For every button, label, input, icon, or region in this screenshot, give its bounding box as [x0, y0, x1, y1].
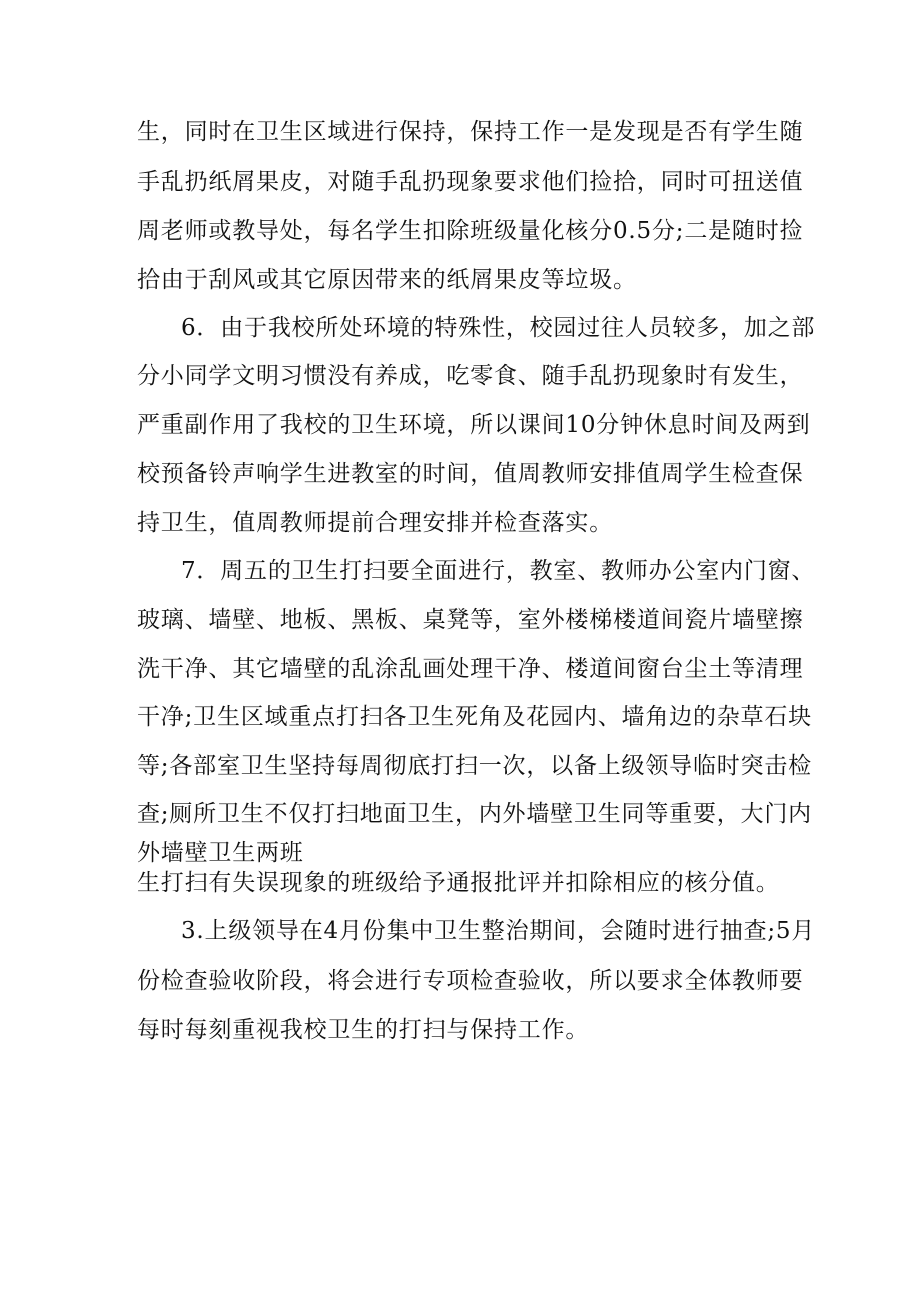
text-line: 拾由于刮风或其它原因带来的纸屑果皮等垃圾。	[137, 267, 637, 293]
text-line: 外墙壁卫生两班	[137, 840, 304, 866]
paragraph-7-first-line: 7．周五的卫生打扫要全面进行，教室、教师办公室内门窗、	[181, 558, 816, 584]
text-line: 生，同时在卫生区域进行保持，保持工作一是发现是否有学生随	[137, 119, 804, 145]
text-line: 持卫生，值周教师提前合理安排并检查落实。	[137, 510, 613, 536]
text-line: 查;厕所卫生不仅打扫地面卫生，内外墙壁卫生同等重要，大门内	[137, 801, 812, 827]
text-line: 每时每刻重视我校卫生的打扫与保持工作。	[137, 1017, 590, 1043]
paragraph-3-first-line: 3.上级领导在4月份集中卫生整治期间，会随时进行抽查;5月	[181, 918, 816, 944]
text-line: 分小同学文明习惯没有养成，吃零食、随手乱扔现象时有发生，	[137, 363, 804, 389]
text-line: 洗干净、其它墙壁的乱涂乱画处理干净、楼道间窗台尘土等清理	[137, 656, 804, 682]
paragraph-6-first-line: 6．由于我校所处环境的特殊性，校园过往人员较多，加之部	[181, 315, 816, 341]
text-line: 周老师或教导处，每名学生扣除班级量化核分0.5分;二是随时捡	[137, 218, 804, 244]
text-line: 份检查验收阶段，将会进行专项检查验收，所以要求全体教师要	[137, 968, 804, 994]
text-line: 手乱扔纸屑果皮，对随手乱扔现象要求他们捡拾，同时可扭送值	[137, 169, 804, 195]
text-line: 玻璃、墙壁、地板、黑板、桌凳等，室外楼梯楼道间瓷片墙壁擦	[137, 607, 804, 633]
text-line: 干净;卫生区域重点打扫各卫生死角及花园内、墙角边的杂草石块	[137, 704, 812, 730]
text-line: 生打扫有失误现象的班级给予通报批评并扣除相应的核分值。	[137, 870, 780, 896]
text-line: 严重副作用了我校的卫生环境，所以课间10分钟休息时间及两到	[137, 412, 811, 438]
text-line: 等;各部室卫生坚持每周彻底打扫一次，以备上级领导临时突击检	[137, 753, 812, 779]
text-line: 校预备铃声响学生进教室的时间，值周教师安排值周学生检查保	[137, 461, 804, 487]
